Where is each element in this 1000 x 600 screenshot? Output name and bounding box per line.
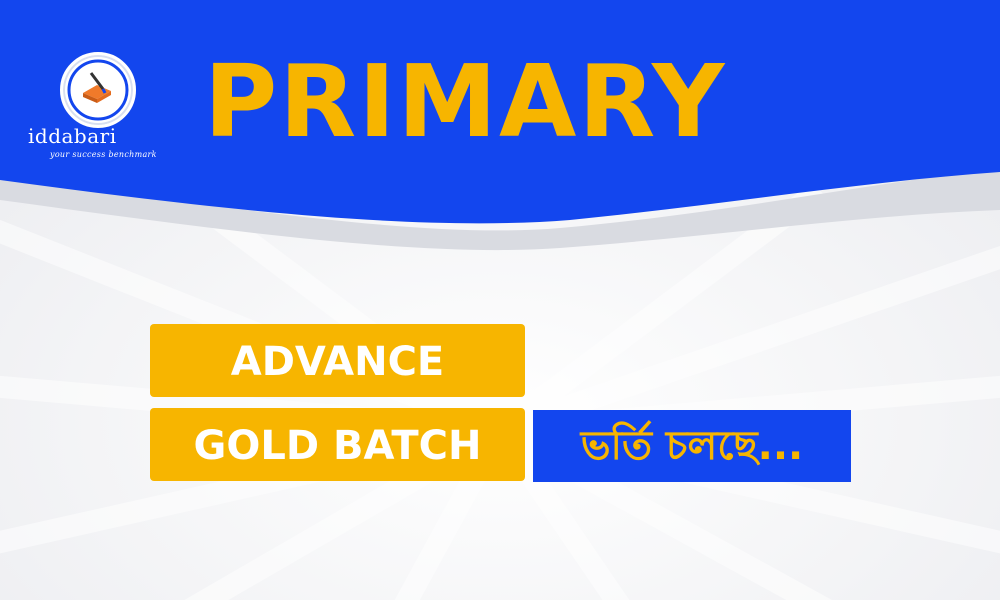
brand-tagline: your success benchmark [50,150,157,159]
admission-ongoing-label: ভর্তি চলছে... [533,410,851,482]
brand-logo [28,46,188,176]
brand-name: iddabari [28,124,117,148]
brand-wordmark [28,124,188,159]
book-pen-icon [60,52,136,128]
banner-title: PRIMARY [204,43,727,160]
advance-label: ADVANCE [150,324,525,397]
gold-batch-label: GOLD BATCH [150,408,525,481]
